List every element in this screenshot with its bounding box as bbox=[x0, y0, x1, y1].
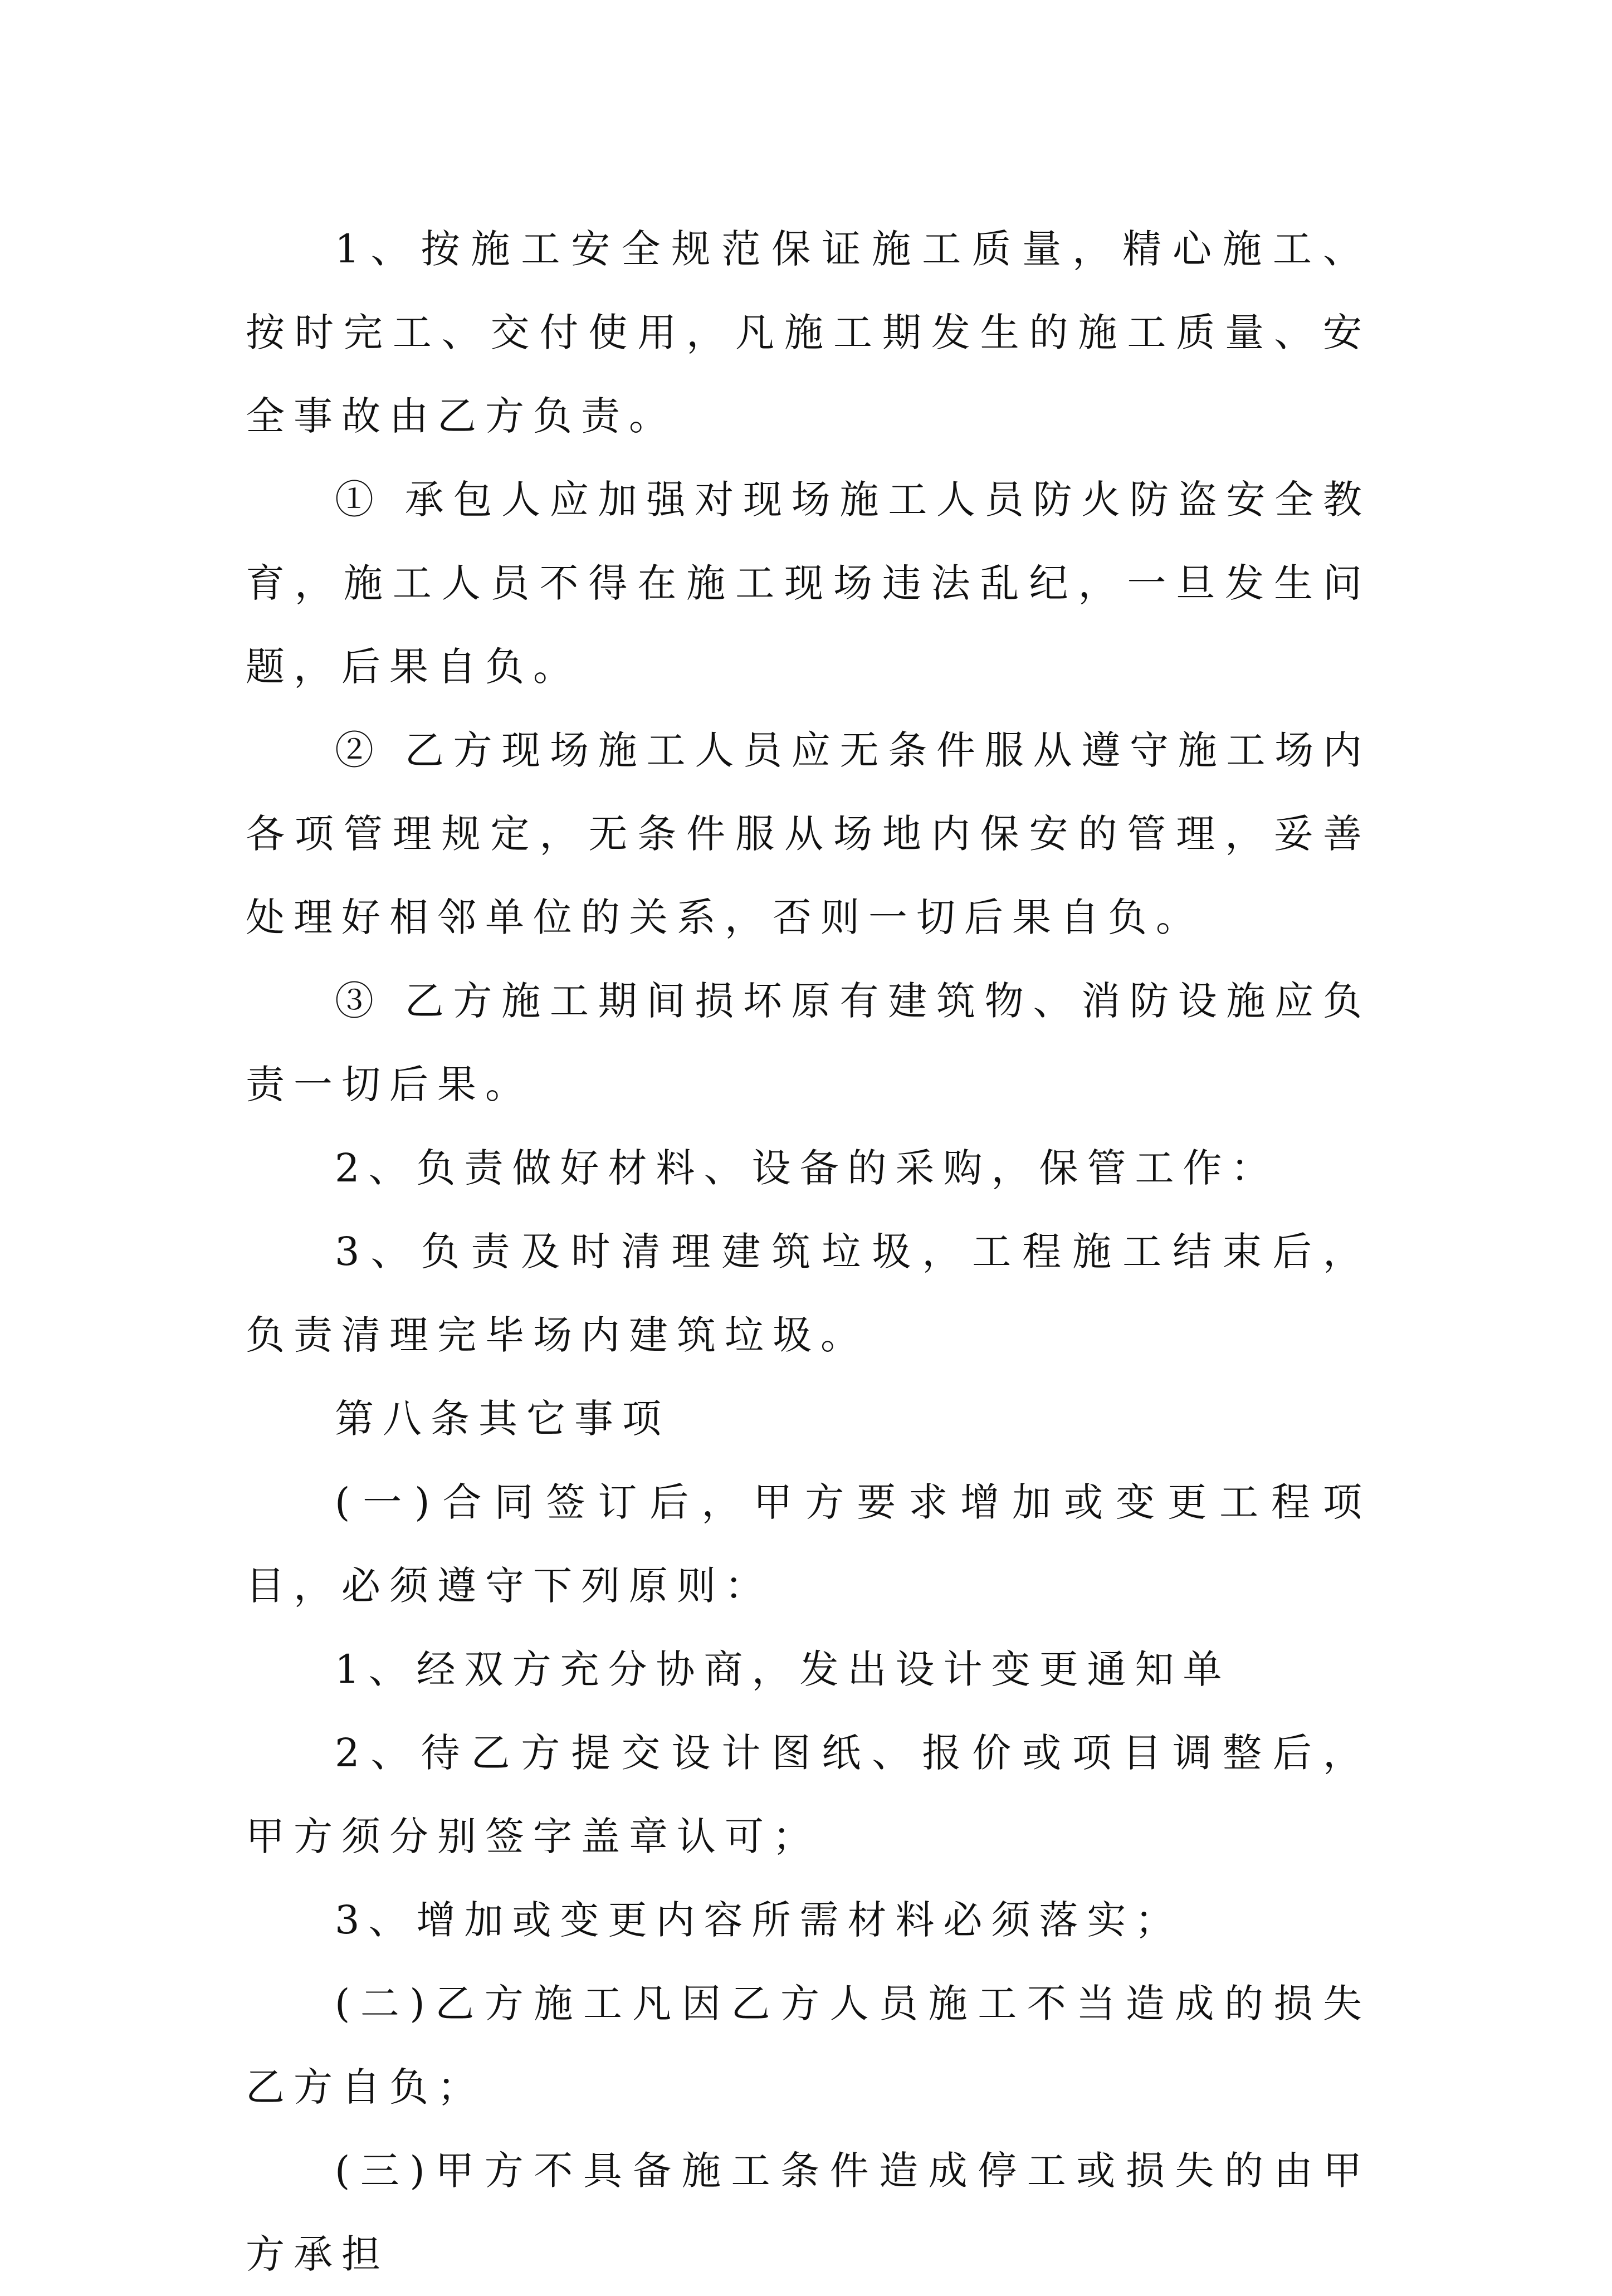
paragraph-principle-3: 3、增加或变更内容所需材料必须落实； bbox=[335, 1897, 1183, 1943]
paragraph-subclause-circled-2: ② 乙方现场施工人员应无条件服从遵守施工场内各项管理规定，无条件服从场地内保安的管理，妥善处理好相邻单位的关系，否则一切后果自负。 bbox=[246, 727, 1371, 940]
paragraph-clause-1: 1、按施工安全规范保证施工质量，精心施工、按时完工、交付使用，凡施工期发生的施工质量、安全事故由乙方负责。 bbox=[246, 226, 1371, 439]
paragraph-principle-1: 1、经双方充分协商，发出设计变更通知单 bbox=[335, 1647, 1231, 1692]
document-body bbox=[246, 207, 1371, 2296]
section-heading-article-8: 第八条其它事项 bbox=[335, 1396, 670, 1442]
paragraph-clause-3: 3、负责及时清理建筑垃圾，工程施工结束后，负责清理完毕场内建筑垃圾。 bbox=[246, 1229, 1371, 1358]
paragraph-subclause-circled-3: ③ 乙方施工期间损坏原有建筑物、消防设施应负责一切后果。 bbox=[246, 978, 1371, 1107]
paragraph-item-two: (二)乙方施工凡因乙方人员施工不当造成的损失乙方自负； bbox=[246, 1981, 1371, 2110]
paragraph-subclause-circled-1: ① 承包人应加强对现场施工人员防火防盗安全教育，施工人员不得在施工现场违法乱纪，一旦发生问题，后果自负。 bbox=[246, 477, 1371, 690]
paragraph-item-one: (一)合同签订后，甲方要求增加或变更工程项目，必须遵守下列原则： bbox=[246, 1479, 1371, 1609]
paragraph-item-three: (三)甲方不具备施工条件造成停工或损失的由甲方承担 bbox=[246, 2148, 1371, 2277]
paragraph-clause-2: 2、负责做好材料、设备的采购，保管工作： bbox=[335, 1145, 1279, 1191]
paragraph-principle-2: 2、待乙方提交设计图纸、报价或项目调整后，甲方须分别签字盖章认可； bbox=[246, 1730, 1371, 1859]
